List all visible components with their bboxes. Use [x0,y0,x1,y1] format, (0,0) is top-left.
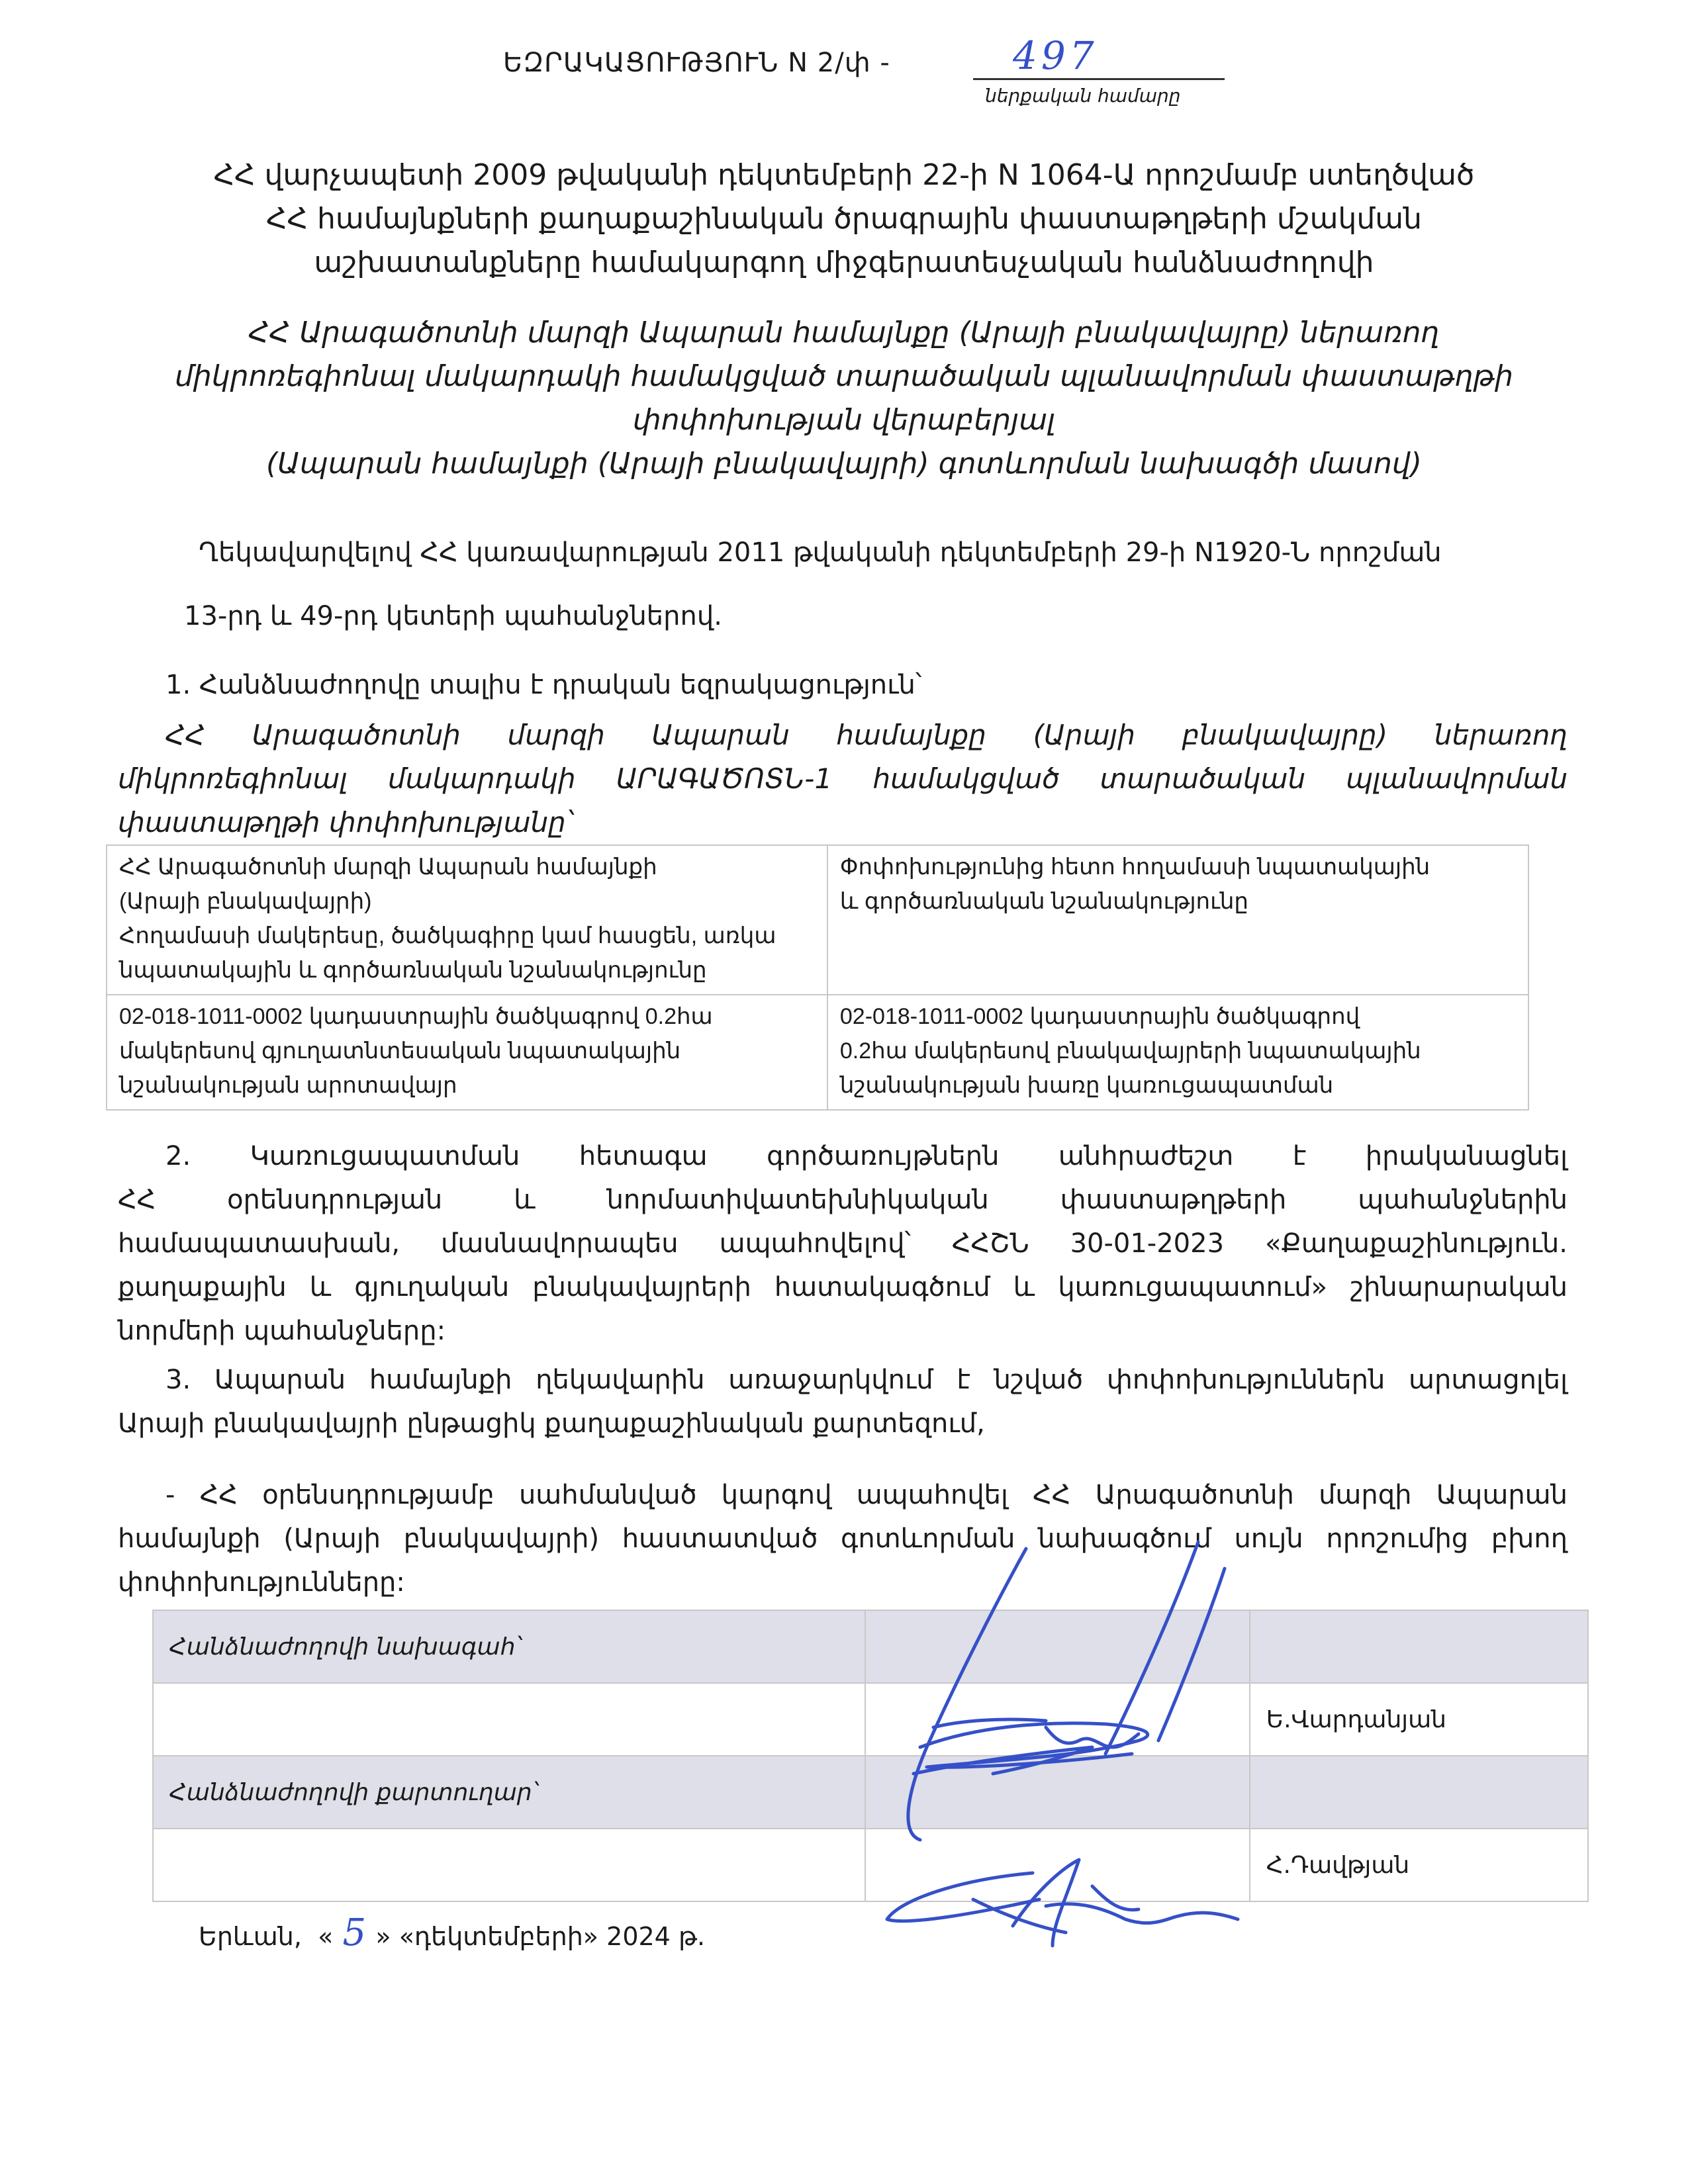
item-2-paragraph [118,1134,1568,1353]
item-1-body-line: ՀՀ Արագածոտնի մարզի Ապարան համայնքը (Արայի բնակավայրը) ներառող [165,719,1568,751]
table-cell-line: (Արայի բնակավայրի) [119,889,372,914]
subject-heading-line: (Ապարան համայնքի (Արայի բնակավայրի) գոտևորման նախագծի մասով) [266,447,1422,480]
empty-cell [153,1683,865,1756]
table-cell-line: նշանակության արոտավայր [119,1073,457,1098]
land-change-table [106,844,1529,1111]
item-1-body [118,713,1568,844]
day-close-quote: » [375,1922,391,1951]
table-cell-line: 02-018-1011-0002 կադաստրային ծածկագրով 0.2հա [119,1004,713,1029]
document-title: ԵԶՐԱԿԱՑՈՒԹՅՈՒՆ N 2/փ - [503,48,890,78]
table-cell-line: մակերեսով գյուղատնտեսական նպատակային [119,1038,681,1064]
handwritten-document-number: 497 [1013,33,1098,78]
table-cell-line: Հողամասի մակերեսը, ծածկագիրը կամ հասցեն, առկա [119,923,776,948]
item-2-line: նորմերի պահանջները: [118,1316,446,1346]
empty-cell [153,1829,865,1901]
chair-name: Ե.Վարդանյան [1266,1706,1446,1733]
subject-heading [119,311,1569,486]
intro-paragraph-line: Ղեկավարվելով ՀՀ կառավարության 2011 թվականի դեկտեմբերի 29-ի N1920-Ն որոշման [199,537,1442,568]
intro-paragraph-line: 13-րդ և 49-րդ կետերի պահանջներով. [184,601,722,631]
table-cell-line: և գործառնական նշանակությունը [839,889,1248,914]
handwritten-day: 5 [342,1911,367,1954]
name-cell [1250,1610,1588,1683]
table-cell-line: ՀՀ Արագածոտնի մարզի Ապարան համայնքի [119,854,657,880]
table-cell-line: նպատակային և գործառնական նշանակությունը [119,958,707,983]
document-number-field [973,33,1225,80]
day-open-quote: « [318,1922,334,1951]
item-1-body-line: միկրոռեգիոնալ մակարդակի ԱՐԱԳԱԾՈՏՆ-1 համակցված տարածական պլանավորման [118,762,1568,795]
table-cell-line: 02-018-1011-0002 կադաստրային ծածկագրով [839,1004,1360,1029]
footer-month: «դեկտեմբերի» [399,1922,599,1951]
item-1-heading: 1. Հանձնաժողովը տալիս է դրական եզրակացություն՝ [165,670,922,700]
item-2-line: 2. Կառուցապատման հետագա գործառույթներն անհրաժեշտ է իրականացնել [165,1141,1568,1171]
handwritten-signatures-icon [827,1529,1291,1966]
item-4-line: փոփոխությունները: [118,1567,405,1598]
table-row [107,995,1528,1110]
item-3-line: 3. Ապարան համայնքի ղեկավարին առաջարկվում է նշված փոփոխություններն արտացոլել [165,1365,1568,1395]
table-cell-line: Փոփոխությունից հետո հողամասի նպատակային [839,854,1430,880]
chair-label: Հանձնաժողովի նախագահ՝ [169,1633,521,1661]
name-cell [1250,1683,1588,1756]
committee-heading-line: ՀՀ վարչապետի 2009 թվականի դեկտեմբերի 22-ի N 1064-Ա որոշմամբ ստեղծված [213,158,1475,192]
internal-number-label: ներքական համարը [985,85,1181,107]
table-header-cell [827,845,1528,995]
footer-year: 2024 թ. [606,1922,706,1951]
table-cell-line: 0.2հա մակերեսով բնակավայրերի նպատակային [839,1038,1421,1064]
secretary-label: Հանձնաժողովի քարտուղար՝ [169,1778,538,1806]
item-2-line: քաղաքային և գյուղական բնակավայրերի հատակագծում և կառուցապատում» շինարարական [118,1272,1568,1302]
document-header [0,33,1688,127]
committee-heading [119,154,1569,285]
table-cell-line: նշանակության խառը կառուցապատման [839,1073,1334,1098]
item-4-line: համայնքի (Արայի բնակավայրի) հաստատված գոտևորման նախագծում սույն որոշումից բխող [118,1524,1568,1554]
secretary-name: Հ.Դավթյան [1266,1851,1410,1879]
subject-heading-line: փոփոխության վերաբերյալ [632,403,1056,437]
item-4-line: - ՀՀ օրենսդրությամբ սահմանված կարգով ապահովել ՀՀ Արագածոտնի մարզի Ապարան [165,1480,1568,1510]
footer-city: Երևան, [199,1922,302,1951]
subject-heading-line: միկրոռեգիոնալ մակարդակի համակցված տարածական պլանավորման փաստաթղթի [175,359,1513,393]
committee-heading-line: ՀՀ համայնքների քաղաքաշինական ծրագրային փաստաթղթերի մշակման [265,202,1423,236]
footer-date [199,1911,705,1954]
name-cell [1250,1829,1588,1901]
item-3-line: Արայի բնակավայրի ընթացիկ քաղաքաշինական քարտեզում, [118,1408,985,1439]
item-2-line: համապատասխան, մասնավորապես ապահովելով՝ ՀՀՇՆ 30-01-2023 «Քաղաքաշինություն. [118,1228,1568,1259]
chair-label-cell [153,1610,865,1683]
name-cell [1250,1756,1588,1829]
item-3-paragraph [118,1358,1568,1445]
item-2-line: ՀՀ օրենսդրության և նորմատիվատեխնիկական փաստաթղթերի պահանջներին [118,1185,1568,1215]
committee-heading-line: աշխատանքները համակարգող միջգերատեսչական հանձնաժողովի [314,246,1374,279]
subject-heading-line: ՀՀ Արագածոտնի մարզի Ապարան համայնքը (Արայի բնակավայրը) ներառող [248,316,1440,349]
table-header-row [107,845,1528,995]
secretary-label-cell [153,1756,865,1829]
table-header-cell [107,845,827,995]
table-cell [107,995,827,1110]
table-cell [827,995,1528,1110]
item-1-body-line: փաստաթղթի փոփոխությանը՝ [118,806,573,839]
